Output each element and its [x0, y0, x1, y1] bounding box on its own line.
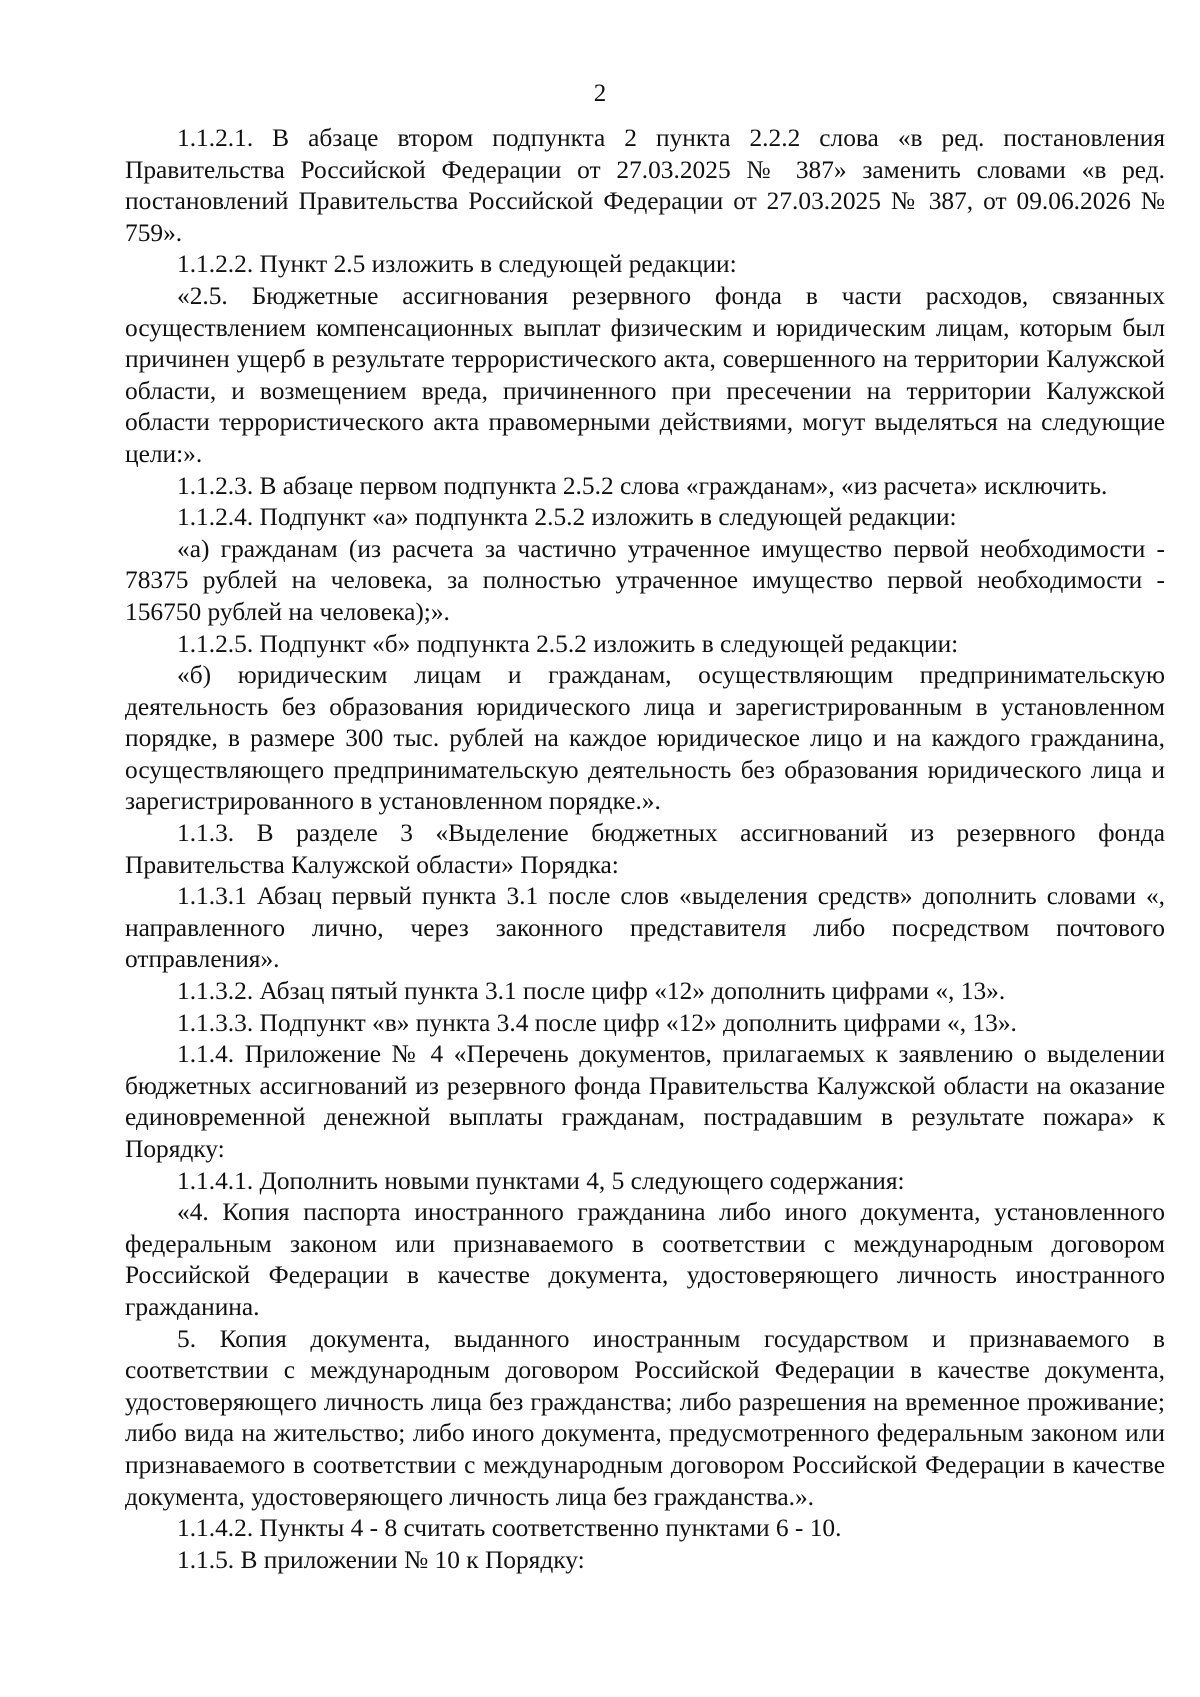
paragraph-1-1-3-3: 1.1.3.3. Подпункт «в» пункта 3.4 после цифр «12» дополнить цифрами «, 13».: [177, 1008, 1017, 1037]
paragraph-1-1-2-3: 1.1.2.3. В абзаце первом подпункта 2.5.2 слова «гражданам», «из расчета» исключить.: [177, 471, 1108, 500]
paragraph-quote-b: «б) юридическим лицам и гражданам, осуществляющим предпринимательскую деятельность без образования юридического лица и зарегистрированным в установленном порядке, в размере 300 тыс. рублей на каждое юридическое лицо и на каждого гражданина, осуществляющего предпринимательскую деятельность без образования юридического лица и зарегистрированного в установленном порядке.».: [125, 661, 1165, 816]
paragraph-1-1-4-2: 1.1.4.2. Пункты 4 - 8 считать соответственно пунктами 6 - 10.: [177, 1514, 842, 1543]
paragraph-1-1-5: 1.1.5. В приложении № 10 к Порядку:: [177, 1545, 585, 1574]
paragraph-1-1-2-1: 1.1.2.1. В абзаце втором подпункта 2 пункта 2.2.2 слова «в ред. постановления Правительства Российской Федерации от 27.03.2025 № 387» заменить словами «в ред. постановлений Правительства Российской Федерации от 27.03.2025 № 387, от 09.06.2026 № 759».: [125, 124, 1165, 247]
paragraph-quote-a: «а) гражданам (из расчета за частично утраченное имущество первой необходимости - 78375 рублей на человека, за полностью утраченное имущество первой необходимости - 156750 рублей на человека);».: [125, 534, 1165, 626]
paragraph-1-1-2-4: 1.1.2.4. Подпункт «а» подпункта 2.5.2 изложить в следующей редакции:: [177, 503, 957, 532]
paragraph-quote-2-5: «2.5. Бюджетные ассигнования резервного фонда в части расходов, связанных осуществлением компенсационных выплат физическим и юридическим лицам, которым был причинен ущерб в результате террористического акта, совершенного на территории Калужской области, и возмещением вреда, причиненного при пресечении на территории Калужской области террористического акта правомерными действиями, могут выделяться на следующие цели:».: [125, 281, 1165, 468]
paragraph-1-1-3: 1.1.3. В разделе 3 «Выделение бюджетных ассигнований из резервного фонда Правительства Калужской области» Порядка:: [125, 819, 1165, 879]
paragraph-1-1-3-1: 1.1.3.1 Абзац первый пункта 3.1 после слов «выделения средств» дополнить словами «, направленного лично, через законного представителя либо посредством почтового отправления».: [125, 882, 1165, 974]
document-body: [125, 123, 1165, 1576]
paragraph-quote-4: «4. Копия паспорта иностранного гражданина либо иного документа, установленного федеральным законом или признаваемого в соответствии с международным договором Российской Федерации в качестве документа, удостоверяющего личность иностранного гражданина.: [125, 1198, 1165, 1321]
paragraph-1-1-4-1: 1.1.4.1. Дополнить новыми пунктами 4, 5 следующего содержания:: [177, 1166, 905, 1195]
paragraph-1-1-2-5: 1.1.2.5. Подпункт «б» подпункта 2.5.2 изложить в следующей редакции:: [177, 629, 959, 658]
paragraph-1-1-4: 1.1.4. Приложение № 4 «Перечень документов, прилагаемых к заявлению о выделении бюджетных ассигнований из резервного фонда Правительства Калужской области на оказание единовременной денежной выплаты гражданам, пострадавшим в результате пожара» к Порядку:: [125, 1040, 1165, 1163]
paragraph-1-1-3-2: 1.1.3.2. Абзац пятый пункта 3.1 после цифр «12» дополнить цифрами «, 13».: [177, 977, 1006, 1006]
paragraph-1-1-2-2: 1.1.2.2. Пункт 2.5 изложить в следующей редакции:: [177, 250, 737, 279]
paragraph-quote-5: 5. Копия документа, выданного иностранным государством и признаваемого в соответствии с международным договором Российской Федерации в качестве документа, удостоверяющего личность лица без гражданства; либо разрешения на временное проживание; либо вида на жительство; либо иного документа, предусмотренного федеральным законом или признаваемого в соответствии с международным договором Российской Федерации в качестве документа, удостоверяющего личность лица без гражданства.».: [125, 1324, 1165, 1511]
page-number: 2: [593, 80, 607, 107]
